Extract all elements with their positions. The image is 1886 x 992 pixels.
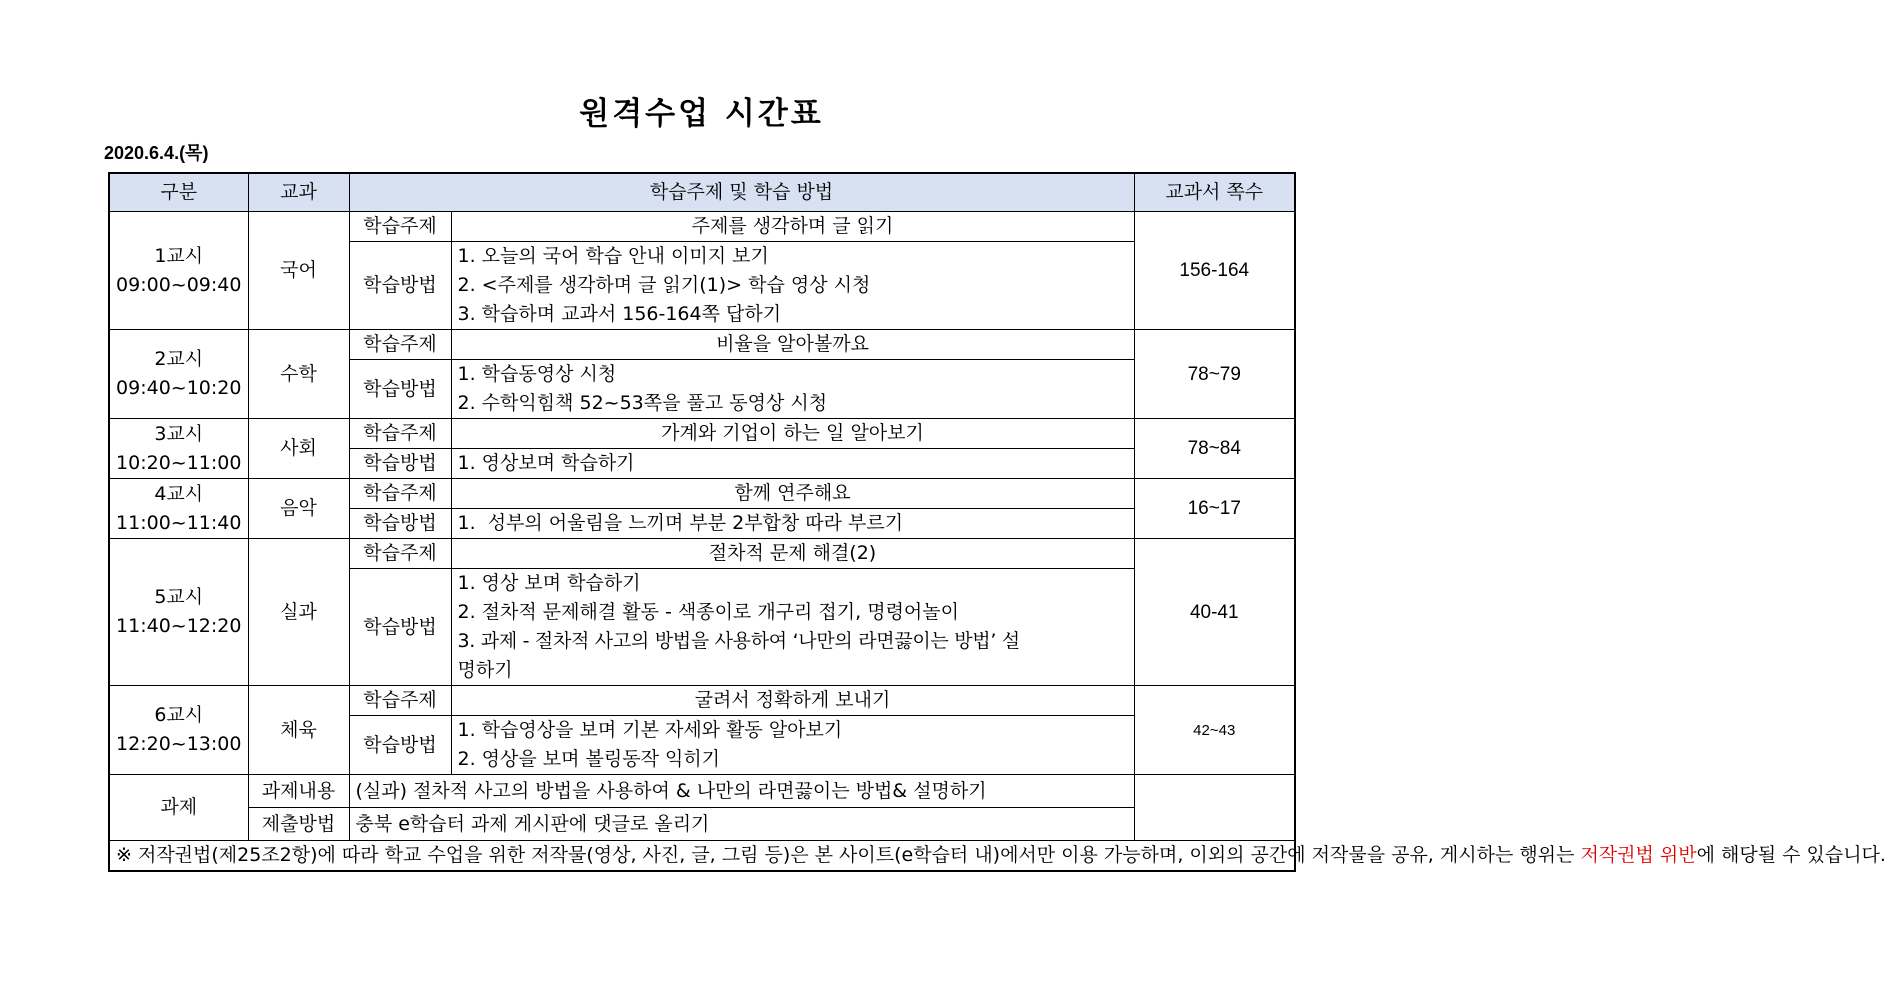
- method-item: 1. 학습동영상 시청: [457, 363, 617, 385]
- period-time: 09:00~09:40: [116, 273, 242, 296]
- subject-cell: 음악: [248, 479, 349, 539]
- subject-cell: 실과: [248, 539, 349, 686]
- period-time: 11:40~12:20: [116, 615, 242, 637]
- header-subject: 교과: [248, 173, 349, 212]
- period-cell: [109, 330, 248, 419]
- method-list: [451, 716, 1134, 775]
- topic-text: 비율을 알아볼까요: [451, 330, 1134, 360]
- method-item: 3. 과제 - 절차적 사고의 방법을 사용하여 ‘나만의 라면끓이는 방법’ 설: [457, 630, 1020, 652]
- header-division: 구분: [109, 173, 248, 212]
- method-list: [451, 509, 1134, 539]
- period-time: 11:00~11:40: [116, 511, 242, 534]
- method-list: [451, 360, 1134, 419]
- topic-label: 학습주제: [349, 539, 451, 569]
- method-item: 1. 영상보며 학습하기: [457, 452, 635, 474]
- header-row: [109, 173, 1295, 212]
- copyright-notice: [109, 841, 1886, 872]
- period-row: [109, 212, 1295, 242]
- period-cell: [109, 212, 248, 330]
- period-label: 6교시: [154, 704, 204, 726]
- method-item: 1. 성부의 어울림을 느끼며 부분 2부합창 따라 부르기: [457, 512, 904, 534]
- topic-label: 학습주제: [349, 686, 451, 716]
- topic-label: 학습주제: [349, 330, 451, 360]
- page-title: 원격수업 시간표: [579, 96, 824, 132]
- method-label: 학습방법: [349, 569, 451, 686]
- subject-cell: 사회: [248, 419, 349, 479]
- method-item: 2. 수학익힘책 52~53쪽을 풀고 동영상 시청: [457, 392, 828, 414]
- method-item: 2. 영상을 보며 볼링동작 익히기: [457, 748, 721, 770]
- assignment-label: 과제: [109, 775, 248, 841]
- period-row: [109, 419, 1295, 449]
- topic-text: 주제를 생각하며 글 읽기: [451, 212, 1134, 242]
- topic-text: 굴려서 정확하게 보내기: [451, 686, 1134, 716]
- timetable: [108, 172, 1886, 872]
- method-list: [451, 449, 1134, 479]
- topic-label: 학습주제: [349, 479, 451, 509]
- page-range: 156-164: [1134, 212, 1295, 330]
- header-content: 학습주제 및 학습 방법: [349, 173, 1134, 212]
- page-range: 42~43: [1134, 686, 1295, 775]
- period-time: 12:20~13:00: [116, 733, 242, 755]
- notice-row: [109, 841, 1295, 872]
- method-item: 1. 영상 보며 학습하기: [457, 572, 641, 594]
- period-cell: [109, 539, 248, 686]
- method-label: 학습방법: [349, 509, 451, 539]
- notice-highlight: 저작권법 위반: [1580, 844, 1697, 866]
- method-item: 명하기: [457, 659, 513, 681]
- period-label: 3교시: [154, 422, 204, 445]
- period-time: 10:20~11:00: [116, 451, 242, 474]
- period-time: 09:40~10:20: [116, 377, 242, 399]
- assignment-submit-label: 제출방법: [248, 808, 349, 841]
- assignment-content: (실과) 절차적 사고의 방법을 사용하여 & 나만의 라면끓이는 방법& 설명하기: [349, 775, 1134, 808]
- subject-cell: 수학: [248, 330, 349, 419]
- date-label: 2020.6.4.(목): [104, 143, 209, 163]
- period-label: 4교시: [154, 482, 204, 505]
- header-pages: 교과서 쪽수: [1134, 173, 1295, 212]
- method-item: 1. 오늘의 국어 학습 안내 이미지 보기: [457, 245, 769, 267]
- method-label: 학습방법: [349, 716, 451, 775]
- page-range: 78~79: [1134, 330, 1295, 419]
- topic-label: 학습주제: [349, 212, 451, 242]
- assignment-content-label: 과제내용: [248, 775, 349, 808]
- notice-text-end: 에 해당될 수 있습니다.: [1696, 844, 1886, 866]
- method-list: [451, 242, 1134, 330]
- method-label: 학습방법: [349, 242, 451, 330]
- page-range: 78~84: [1134, 419, 1295, 479]
- topic-text: 가계와 기업이 하는 일 알아보기: [451, 419, 1134, 449]
- assignment-row: [109, 808, 1295, 841]
- period-row: [109, 330, 1295, 360]
- topic-label: 학습주제: [349, 419, 451, 449]
- assignment-row: [109, 775, 1295, 808]
- assignment-submit: 충북 e학습터 과제 게시판에 댓글로 올리기: [349, 808, 1134, 841]
- period-label: 1교시: [154, 244, 204, 267]
- page-range: 40-41: [1134, 539, 1295, 686]
- topic-text: 절차적 문제 해결(2): [451, 539, 1134, 569]
- topic-text: 함께 연주해요: [451, 479, 1134, 509]
- period-row: [109, 686, 1295, 716]
- method-label: 학습방법: [349, 449, 451, 479]
- assignment-pages-empty: [1134, 775, 1295, 841]
- subject-cell: 국어: [248, 212, 349, 330]
- method-label: 학습방법: [349, 360, 451, 419]
- method-item: 1. 학습영상을 보며 기본 자세와 활동 알아보기: [457, 719, 843, 741]
- method-item: 2. <주제를 생각하며 글 읽기(1)> 학습 영상 시청: [457, 274, 871, 296]
- period-cell: [109, 419, 248, 479]
- period-row: [109, 479, 1295, 509]
- period-cell: [109, 686, 248, 775]
- method-list: [451, 569, 1134, 686]
- period-row: [109, 539, 1295, 569]
- period-cell: [109, 479, 248, 539]
- subject-cell: 체육: [248, 686, 349, 775]
- method-item: 3. 학습하며 교과서 156-164쪽 답하기: [457, 303, 782, 325]
- method-item: 2. 절차적 문제해결 활동 - 색종이로 개구리 접기, 명령어놀이: [457, 601, 959, 623]
- notice-text: ※ 저작권법(제25조2항)에 따라 학교 수업을 위한 저작물(영상, 사진, 글, 그림 등)은 본 사이트(e학습터 내)에서만 이용 가능하며, 이외의 공간에 저작물을 공유, 게시하는 행위는: [116, 844, 1581, 866]
- page-range: 16~17: [1134, 479, 1295, 539]
- period-label: 2교시: [154, 348, 204, 370]
- period-label: 5교시: [154, 586, 204, 608]
